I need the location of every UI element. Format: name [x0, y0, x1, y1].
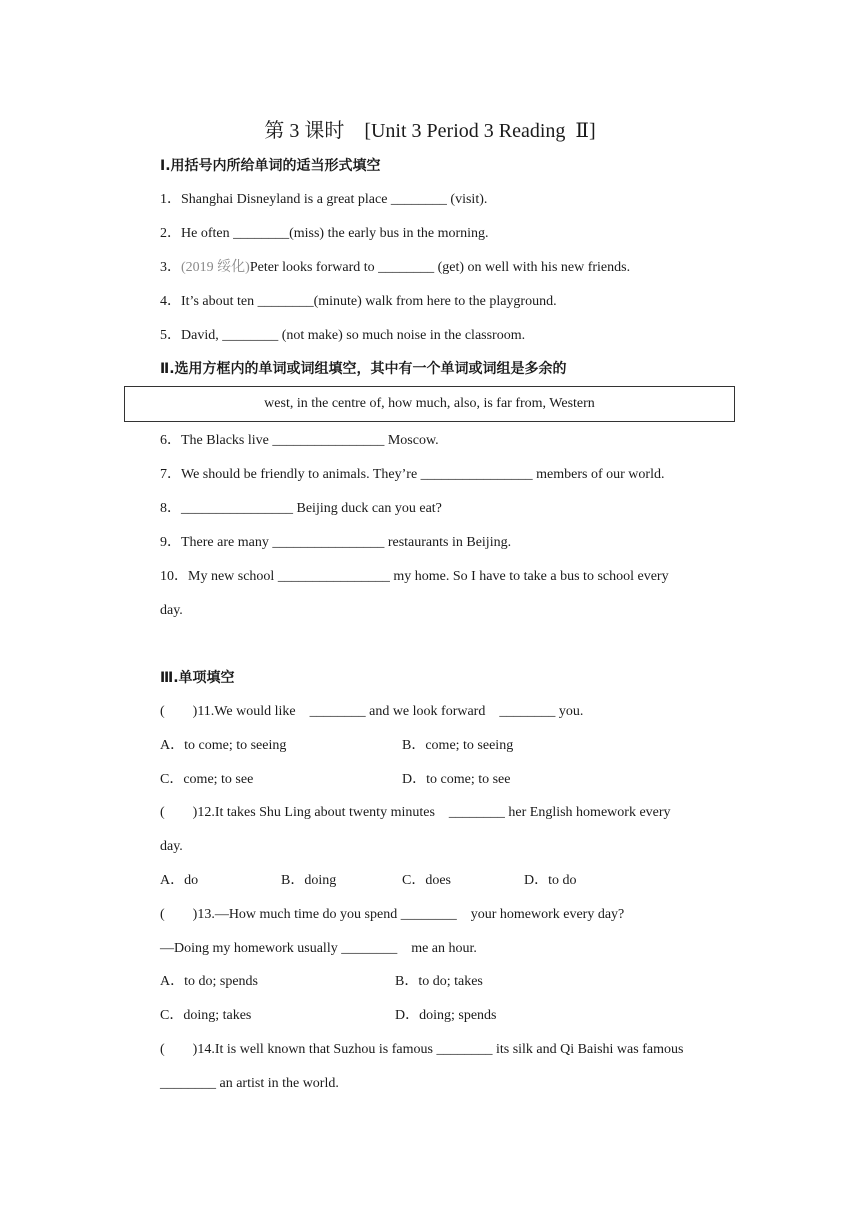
- question-11: ( )11.We would like ________ and we look forward ________ you.: [160, 704, 584, 719]
- option-13d: D．doing; spends: [395, 1008, 497, 1023]
- question-10-continued: day.: [160, 603, 183, 618]
- question-8: 8．________________ Beijing duck can you eat?: [160, 501, 442, 516]
- question-text: Peter looks forward to ________ (get) on well with his new friends.: [249, 260, 631, 275]
- option-11b: B．come; to seeing: [402, 738, 514, 753]
- option-12a: A．do: [160, 873, 199, 888]
- page-title: 第 3 课时 [Unit 3 Period 3 Reading Ⅱ]: [264, 120, 596, 142]
- question-5: 5．David, ________ (not make) so much noise in the classroom.: [160, 328, 526, 343]
- option-13a: A．to do; spends: [160, 974, 258, 989]
- question-4: 4．It’s about ten ________(minute) walk from here to the playground.: [160, 294, 557, 309]
- question-14-continued: ________ an artist in the world.: [160, 1076, 339, 1091]
- question-source: (2019 绥化): [181, 260, 250, 275]
- option-13b: B．to do; takes: [395, 974, 483, 989]
- option-12d: D．to do: [524, 873, 577, 888]
- question-1: 1．Shanghai Disneyland is a great place ________ (visit).: [160, 192, 488, 207]
- question-7: 7．We should be friendly to animals. They’re ________________ members of our world.: [160, 467, 665, 482]
- option-12c: C．does: [402, 873, 451, 888]
- word-box: [124, 386, 735, 422]
- question-14: ( )14.It is well known that Suzhou is famous ________ its silk and Qi Baishi was famous: [160, 1042, 684, 1057]
- question-2: 2．He often ________(miss) the early bus in the morning.: [160, 226, 489, 241]
- section-3-heading: Ⅲ.单项填空: [160, 670, 235, 686]
- option-13c: C．doing; takes: [160, 1008, 252, 1023]
- question-13: ( )13.—How much time do you spend ________ your homework every day?: [160, 907, 625, 922]
- option-11d: D．to come; to see: [402, 772, 511, 787]
- question-9: 9．There are many ________________ restaurants in Beijing.: [160, 535, 512, 550]
- word-box-text: west, in the centre of, how much, also, is far from, Western: [264, 396, 595, 411]
- option-11c: C．come; to see: [160, 772, 254, 787]
- question-13-reply: —Doing my homework usually ________ me an hour.: [160, 941, 477, 956]
- question-3: [160, 258, 630, 278]
- question-6: 6．The Blacks live ________________ Moscow.: [160, 433, 439, 448]
- section-2-heading: Ⅱ.选用方框内的单词或词组填空，其中有一个单词或词组是多余的: [160, 361, 567, 377]
- option-11a: A．to come; to seeing: [160, 738, 287, 753]
- option-12b: B．doing: [281, 873, 337, 888]
- question-12: ( )12.It takes Shu Ling about twenty minutes ________ her English homework every: [160, 805, 671, 820]
- question-number: 3．: [160, 260, 181, 275]
- question-10: 10．My new school ________________ my home. So I have to take a bus to school every: [160, 569, 669, 584]
- section-1-heading: Ⅰ.用括号内所给单词的适当形式填空: [160, 158, 381, 174]
- question-12-continued: day.: [160, 839, 183, 854]
